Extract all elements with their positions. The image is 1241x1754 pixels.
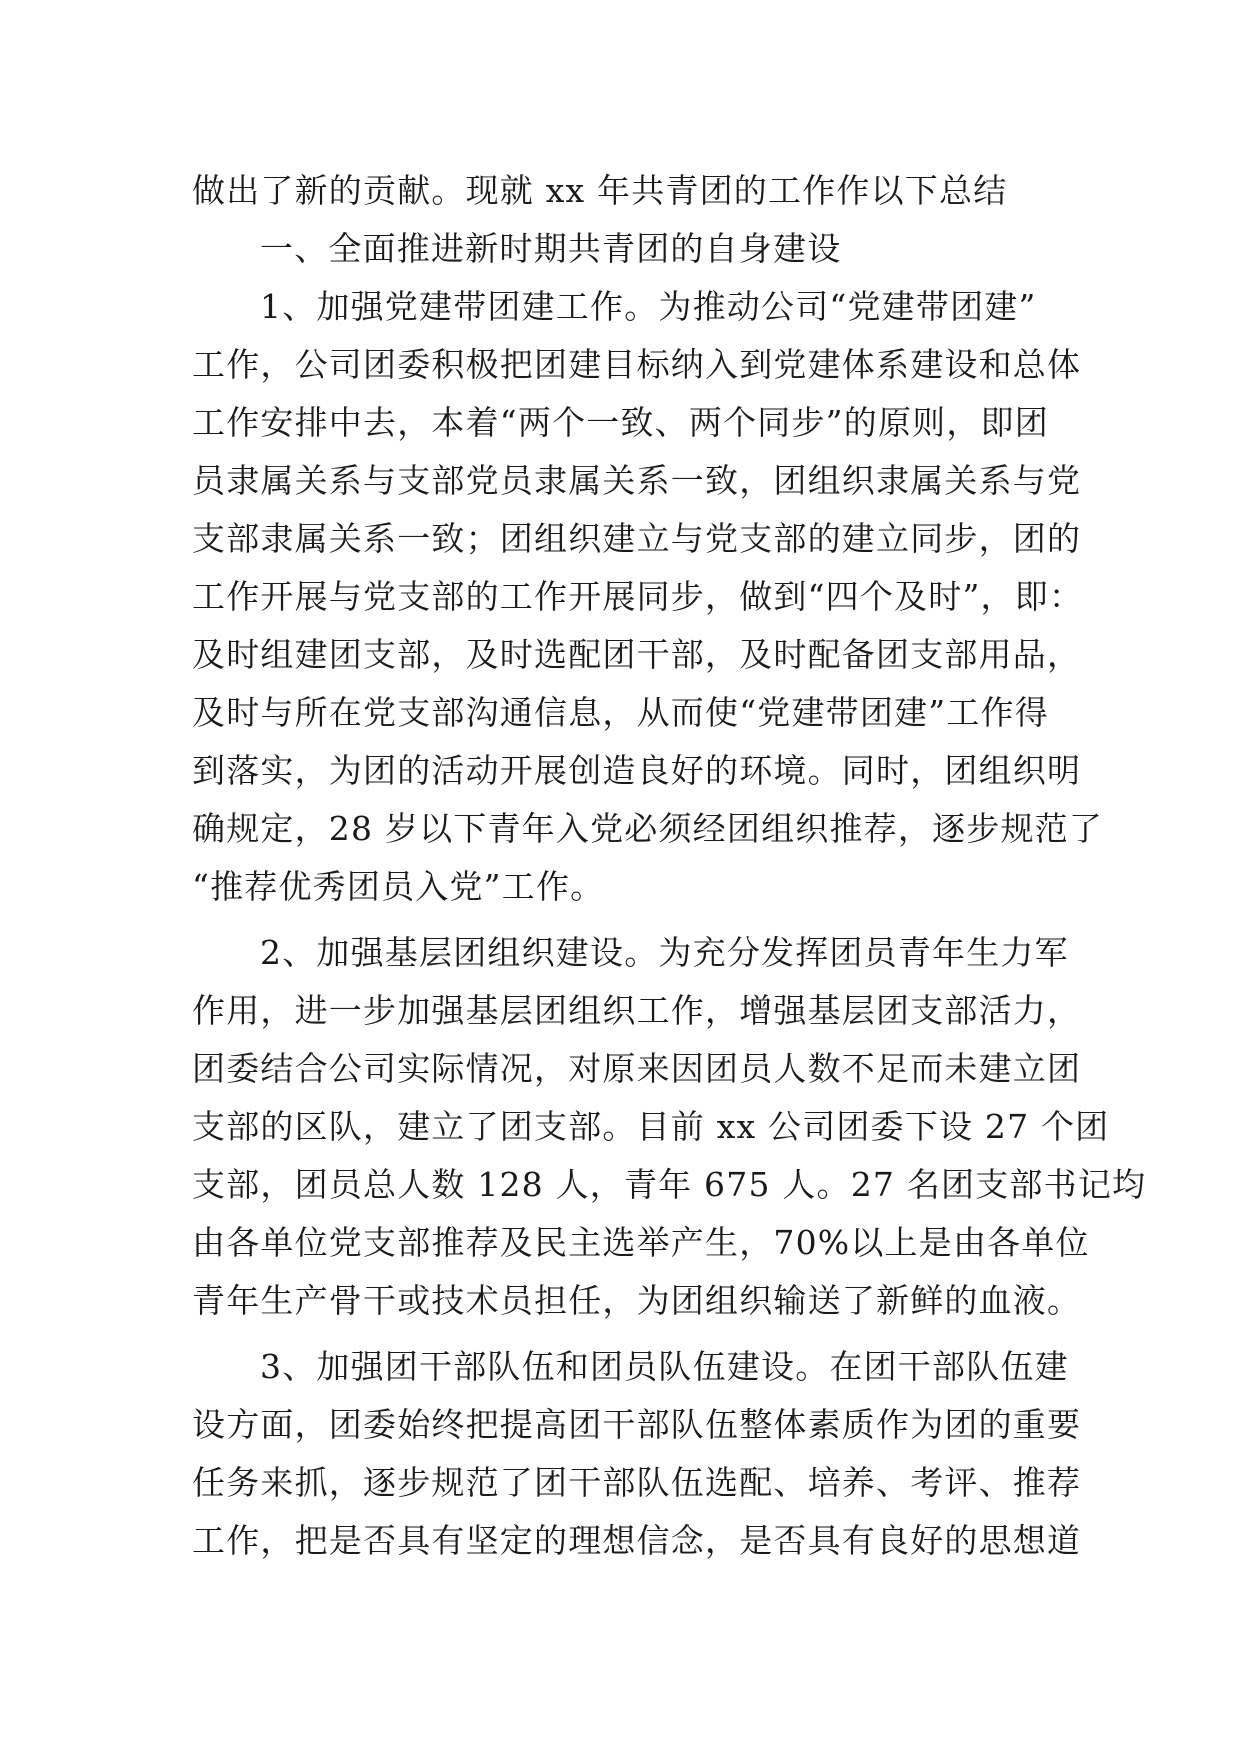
text-line: 到落实，为团的活动开展创造良好的环境。同时，团组织明 xyxy=(192,751,1082,790)
text-line: 任务来抓，逐步规范了团干部队伍选配、培养、考评、推荐 xyxy=(192,1463,1082,1502)
text-line: 支部隶属关系一致；团组织建立与党支部的建立同步，团的 xyxy=(192,519,1082,558)
text-line: 确规定，28 岁以下青年入党必须经团组织推荐，逐步规范了 xyxy=(192,809,1104,848)
text-line: 支部，团员总人数 128 人，青年 675 人。27 名团支部书记均 xyxy=(192,1165,1147,1204)
text-line: 青年生产骨干或技术员担任，为团组织输送了新鲜的血液。 xyxy=(192,1281,1082,1320)
paragraph-start: 2、加强基层团组织建设。为充分发挥团员青年生力军 xyxy=(260,933,1069,972)
text-line: 团委结合公司实际情况，对原来因团员人数不足而未建立团 xyxy=(192,1049,1082,1088)
paragraph-start: 1、加强党建带团建工作。为推动公司“党建带团建” xyxy=(260,287,1037,326)
text-line: 由各单位党支部推荐及民主选举产生，70%以上是由各单位 xyxy=(192,1223,1090,1262)
text-line: 及时组建团支部，及时选配团干部，及时配备团支部用品， xyxy=(192,635,1082,674)
text-line: 及时与所在党支部沟通信息，从而使“党建带团建”工作得 xyxy=(192,693,1049,732)
text-line: 工作，把是否具有坚定的理想信念，是否具有良好的思想道 xyxy=(192,1521,1082,1560)
document-page xyxy=(192,162,1147,1570)
text-line: 作用，进一步加强基层团组织工作，增强基层团支部活力， xyxy=(192,991,1082,1030)
text-line: 员隶属关系与支部党员隶属关系一致，团组织隶属关系与党 xyxy=(192,461,1082,500)
text-line: 设方面，团委始终把提高团干部队伍整体素质作为团的重要 xyxy=(192,1405,1082,1444)
text-line: 工作，公司团委积极把团建目标纳入到党建体系建设和总体 xyxy=(192,345,1082,384)
text-line: 工作安排中去，本着“两个一致、两个同步”的原则，即团 xyxy=(192,403,1049,442)
paragraph-start: 3、加强团干部队伍和团员队伍建设。在团干部队伍建 xyxy=(260,1347,1069,1386)
text-line: 支部的区队，建立了团支部。目前 xx 公司团委下设 27 个团 xyxy=(192,1107,1110,1146)
text-line: 做出了新的贡献。现就 xx 年共青团的工作作以下总结 xyxy=(192,171,1008,210)
text-line: 工作开展与党支部的工作开展同步，做到“四个及时”，即： xyxy=(192,577,1084,616)
text-line: “推荐优秀团员入党”工作。 xyxy=(192,867,605,906)
section-heading: 一、全面推进新时期共青团的自身建设 xyxy=(260,229,842,268)
